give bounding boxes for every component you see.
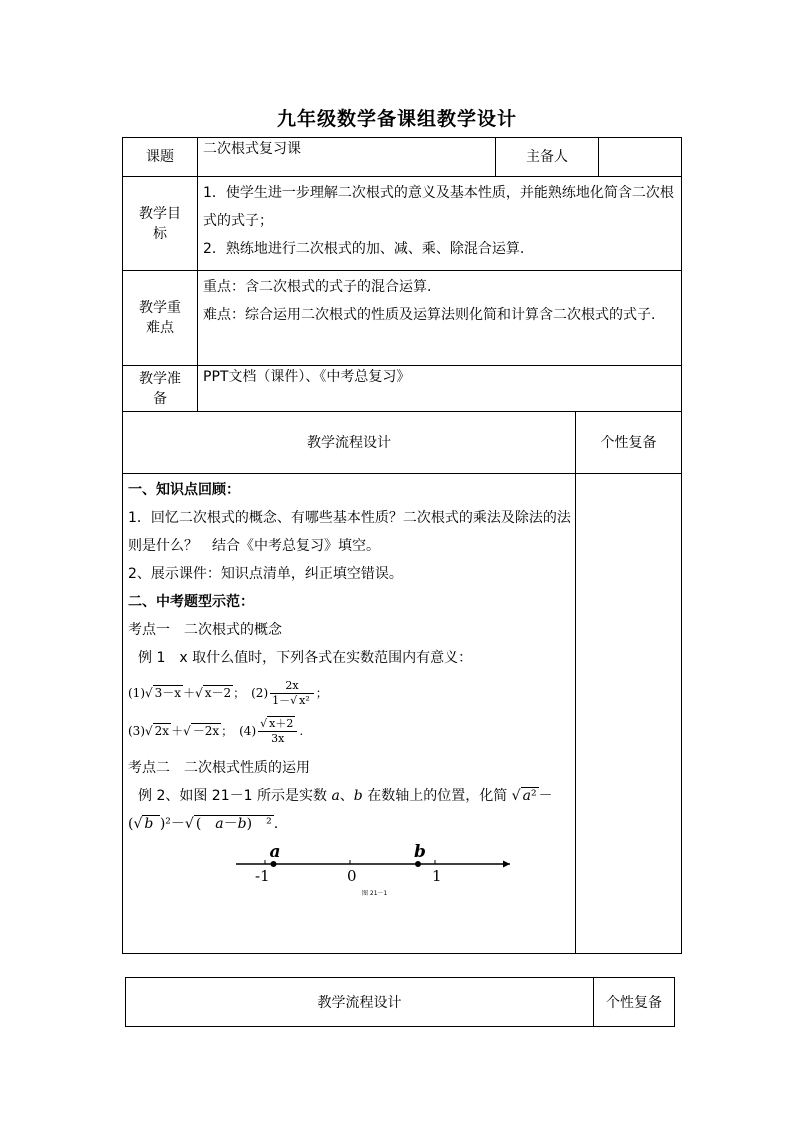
point-label: b	[414, 842, 426, 862]
flow-content	[123, 474, 576, 954]
example1: 例 1 x 取什么值时，下列各式在实数范围内有意义：	[138, 650, 473, 666]
example2-formula-continued: (√ b )²－√ ( a－b) ² .	[128, 816, 279, 832]
key-point-line: 重点：含二次根式的式子的混合运算.	[203, 279, 432, 295]
arrow-icon	[503, 861, 510, 868]
flow-design-header: 教学流程设计	[123, 412, 576, 474]
tick-label: 0	[347, 867, 357, 885]
goals-label: 教学目标	[123, 177, 198, 271]
tick-label: -1	[255, 867, 270, 885]
keypoint1: 考点一 二次根式的概念	[128, 622, 282, 638]
point-label: a	[269, 842, 281, 862]
page-title: 九年级数学备课组教学设计	[276, 108, 517, 130]
key-points-content	[198, 271, 682, 366]
figure-caption: 图 21－1	[362, 890, 388, 896]
difficulty-line: 难点：综合运用二次根式的性质及运算法则化简和计算含二次根式的式子.	[203, 307, 656, 323]
example1-formulas-row1: (1)√ 3－x ＋√ x－2 ； (2) $\frac{2x}{\text{1－√ x²}}$ ；	[128, 679, 328, 707]
personal-notes-header-2: 个性复备	[594, 978, 675, 1027]
section1-para1: 1．回忆二次根式的概念、有哪些基本性质？二次根式的乘法及除法的法则是什么？ 结合《中考总复习》填空。	[128, 510, 571, 554]
prep-label: 教学准备	[123, 366, 198, 412]
preparer-value	[599, 138, 682, 177]
goals-line-2: 2．熟练地进行二次根式的加、减、乘、除混合运算.	[203, 241, 525, 257]
preparer-label: 主备人	[496, 138, 599, 177]
personal-notes-header: 个性复备	[576, 412, 682, 474]
flow-design-header-2: 教学流程设计	[126, 978, 594, 1027]
section2-title: 二、中考题型示范：	[128, 594, 254, 610]
goals-line-1: 1．使学生进一步理解二次根式的意义及基本性质，并能熟练地化简含二次根式的式子；	[203, 185, 674, 229]
key-points-label: 教学重难点	[123, 271, 198, 366]
example2: 例 2、如图 21－1 所示是实数 a、b 在数轴上的位置，化简 √ a² －	[138, 788, 553, 804]
second-table	[125, 977, 675, 1027]
goals-content	[198, 177, 682, 271]
example1-formulas-row2: (3)√ 2x ＋√ －2x ； (4) $\frac{√ x+2}{3x}$ .	[128, 717, 304, 745]
prep-value: PPT文档（课件）、《中考总复习》	[198, 366, 682, 412]
lesson-plan-table	[122, 137, 682, 954]
topic-value: 二次根式复习课	[198, 138, 496, 177]
tick-label: 1	[432, 867, 442, 885]
section1-title: 一、知识点回顾：	[128, 482, 240, 498]
topic-label: 课题	[123, 138, 198, 177]
number-line-figure	[228, 838, 518, 896]
section1-para2: 2、展示课件：知识点清单，纠正填空错误。	[128, 566, 403, 582]
keypoint2: 考点二 二次根式性质的运用	[128, 760, 310, 776]
personal-notes-cell	[576, 474, 682, 954]
